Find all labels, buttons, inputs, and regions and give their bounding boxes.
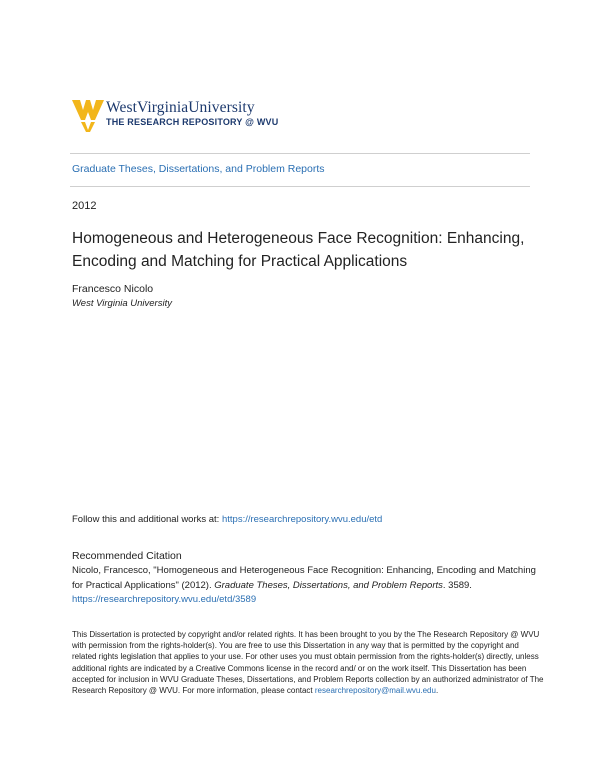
follow-prefix: Follow this and additional works at: [72,514,222,525]
follow-line [72,514,382,525]
document-title: Homogeneous and Heterogeneous Face Recognition: Enhancing, Encoding and Matching for Practical Applications [72,230,525,270]
divider-top [70,153,530,154]
citation-heading: Recommended Citation [72,550,182,562]
citation-text [72,564,542,608]
follow-url-link[interactable]: https://researchrepository.wvu.edu/etd [221,514,383,525]
collection-link[interactable]: Graduate Theses, Dissertations, and Problem Reports [72,163,325,175]
notice-end: . [435,686,439,696]
citation-number: . 3589. [442,579,472,591]
copyright-notice [72,629,544,696]
citation-main: Nicolo, Francesco, "Homogeneous and Heterogeneous Face Recognition: Enhancing, Encoding and Matching for Practical Applications" (2012). [72,565,536,591]
citation-series: Graduate Theses, Dissertations, and Problem Reports [214,579,443,591]
author-affiliation: West Virginia University [72,298,172,309]
flying-wv-icon [72,98,104,132]
logo-wordmark: WestVirginiaUniversity [106,99,255,116]
wvu-logo[interactable] [72,98,292,138]
author-name: Francesco Nicolo [72,283,154,295]
contact-email-link[interactable]: researchrepository@mail.wvu.edu [314,686,436,696]
notice-text: This Dissertation is protected by copyright and/or related rights. It has been brought to you by the The Research Repository @ WVU with permission from the rights-holder(s). You are free to use this Dissertation in any way that is permitted by the copyright and related rights legislation that applies to your use. For other uses you must obtain permission from the rights-holder(s) directly, unless additional rights are indicated by a Creative Commons license in the record and/ or on the work itself. This Dissertation has been accepted for inclusion in WVU Graduate Theses, Dissertations, and Problem Reports collection by an authorized administrator of The Research Repository @ WVU. For more information, please contact [72,630,544,696]
divider-bottom [70,186,530,187]
citation-url-link[interactable]: https://researchrepository.wvu.edu/etd/3589 [72,594,257,605]
publication-year: 2012 [72,200,97,212]
logo-subtitle: THE RESEARCH REPOSITORY @ WVU [106,117,279,127]
